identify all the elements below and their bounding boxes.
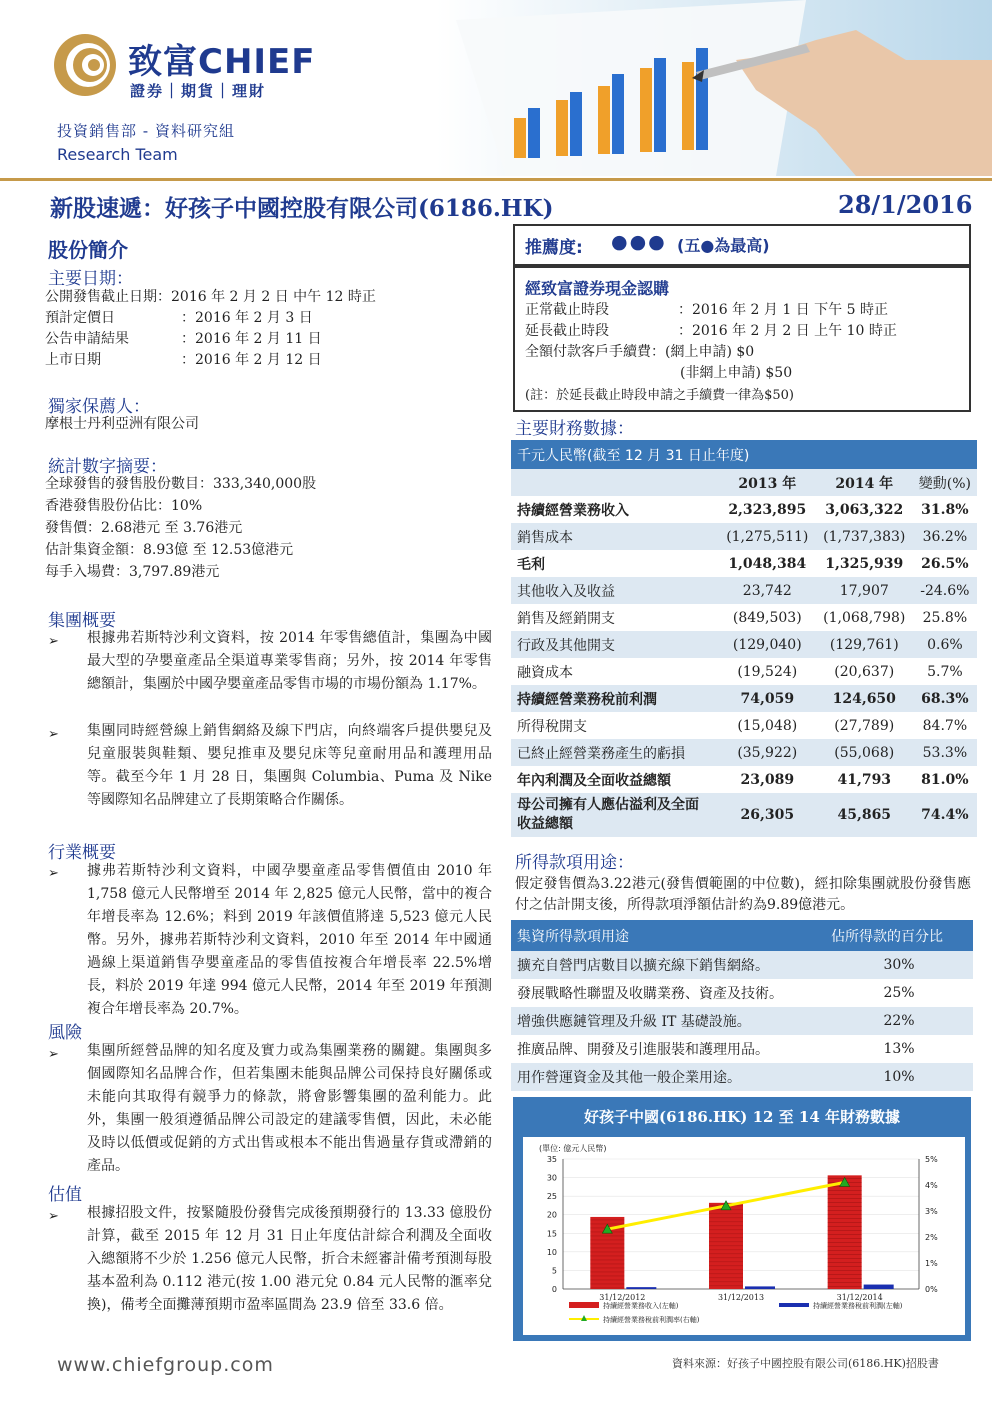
chart-y2-tick-label: 0%: [925, 1285, 938, 1294]
subscription-note: (註：於延長截止時段申請之手續費一律為$50): [525, 388, 794, 403]
chart-x-tick-label: 31/12/2013: [717, 1293, 765, 1302]
value-change: 25.8%: [913, 604, 977, 631]
row-label: 所得稅開支: [511, 712, 719, 739]
department-en: Research Team: [57, 145, 178, 164]
value-2014: (129,761): [816, 631, 913, 658]
value-2013: 1,048,384: [719, 550, 816, 577]
profile-heading: 股份簡介: [48, 238, 128, 262]
proceeds-header-row: [511, 920, 973, 951]
row-label: 持續經營業務稅前利潤: [511, 685, 719, 712]
table-row: [511, 979, 973, 1007]
date-value: ：2016 年 2 月 12 日: [181, 352, 322, 368]
risk-paragraph: 集團所經營品牌的知名度及實力或為集團業務的關鍵。集團與多個國際知名品牌合作，但若集團未能與品牌公司保持良好關係或未能向其取得有競爭力的條款，將會影響集團的盈利能力。此外，集團一般須遵循品牌公司設定的建議零售價，因此，未必能及時以低價或促銷的方式出售或根本不能出售過量存貨或滯銷的產品。: [87, 1043, 492, 1174]
value-2014: (1,737,383): [816, 523, 913, 550]
empty-cell: [511, 469, 719, 496]
subscription-value: (非網上申請) $50: [680, 365, 793, 381]
legend-label-margin: 持續經營業務稅前利潤率(右軸): [603, 1316, 700, 1324]
subscription-value: ：2016 年 2 月 2 日 上午 10 時正: [678, 323, 897, 339]
date-row: [45, 329, 322, 350]
row-label: 行政及其他開支: [511, 631, 719, 658]
value-2014: 1,325,939: [816, 550, 913, 577]
col-2013: 2013 年: [719, 469, 816, 496]
revenue-bar: [828, 1175, 862, 1289]
date-value: ：2016 年 2 月 3 日: [181, 310, 313, 326]
table-row: [511, 658, 977, 685]
value-2013: (849,503): [719, 604, 816, 631]
valuation-heading: 估值: [48, 1185, 82, 1205]
table-row: [511, 1007, 973, 1035]
profit-bar: [745, 1286, 775, 1289]
use-label: 推廣品牌、開發及引進服裝和護理用品。: [511, 1035, 825, 1063]
value-2013: (15,048): [719, 712, 816, 739]
department-cn: 投資銷售部 - 資料研究組: [57, 122, 235, 140]
sponsor-name: 摩根士丹利亞洲有限公司: [45, 416, 199, 432]
value-2013: (1,275,511): [719, 523, 816, 550]
bullet-arrow-icon: ➢: [48, 866, 59, 881]
stat-line: 香港發售股份佔比：10%: [45, 498, 203, 514]
subscription-label: 延長截止時段: [525, 323, 609, 339]
row-label: 持續經營業務收入: [511, 496, 719, 523]
chart-y2-tick-label: 3%: [925, 1207, 938, 1216]
proceeds-heading: 所得款項用途：: [515, 853, 634, 873]
group-overview-heading: 集團概要: [48, 611, 116, 631]
subscription-row: [525, 321, 897, 342]
chart-title: 好孩子中國(6186.HK) 12 至 14 年財務數據: [583, 1108, 900, 1126]
bullet-arrow-icon: ➢: [48, 634, 59, 649]
value-2014: 17,907: [816, 577, 913, 604]
value-2013: 23,089: [719, 766, 816, 793]
chart-y-tick-label: 20: [546, 1210, 557, 1220]
chart-y-tick-label: 10: [546, 1247, 557, 1257]
col-use: 集資所得款項用途: [511, 920, 825, 951]
chart-unit-label: (單位: 億元人民幣): [539, 1144, 607, 1153]
brand-name: 致富CHIEF: [128, 42, 316, 82]
group-overview-paragraph: 根據弗若斯特沙利文資料，按 2014 年零售總值計，集團為中國最大型的孕嬰童產品全渠道專業零售商；另外，按 2014 年零售總額計，集團於中國孕嬰童產品零售市場的市場份額為 1.17%。: [87, 630, 492, 692]
value-2013: 26,305: [719, 793, 816, 837]
subscription-value: ：(網上申請) $0: [651, 344, 755, 360]
value-change: 36.2%: [913, 523, 977, 550]
footer-source: 資料來源：好孩子中國控股有限公司(6186.HK)招股書: [672, 1357, 939, 1370]
stat-line: 估計集資金額：8.93億 至 12.53億港元: [45, 542, 294, 558]
table-row: [511, 739, 977, 766]
use-percentage: 22%: [825, 1007, 973, 1035]
sponsor-heading: 獨家保薦人：: [48, 397, 150, 417]
value-2014: 124,650: [816, 685, 913, 712]
value-change: -24.6%: [913, 577, 977, 604]
date-label: 上市日期: [45, 352, 101, 368]
date-label: 公告申請結果: [45, 331, 129, 347]
chart-y-tick-label: 25: [546, 1192, 557, 1202]
financials-year-row: [511, 469, 977, 496]
value-2014: (27,789): [816, 712, 913, 739]
value-2013: (129,040): [719, 631, 816, 658]
value-2014: (55,068): [816, 739, 913, 766]
date-row: [45, 287, 376, 308]
industry-overview-paragraph: 據弗若斯特沙利文資料，中國孕嬰童產品零售價值由 2010 年 1,758 億元人民幣增至 2014 年 2,825 億元人民幣，當中的複合年增長率為 12.6%；料到 2019 年該價值將達 5,523 億元人民幣。另外，據弗若斯特沙利文資料，2010 年至 2014 年中國通過線上渠道銷售孕嬰童產品的零售值按複合年增長率 22.5%增長，料於 2019 年達 994 億元人民幣，2014 年至 2019 年預測複合年增長率為 20.7%。: [87, 863, 492, 1017]
use-percentage: 10%: [825, 1063, 973, 1091]
risk-heading: 風險: [48, 1023, 82, 1043]
chief-logo-mark: [52, 32, 118, 98]
row-label: 年內利潤及全面收益總額: [511, 766, 719, 793]
value-2013: (35,922): [719, 739, 816, 766]
chart-y2-tick-label: 4%: [925, 1181, 938, 1190]
use-percentage: 25%: [825, 979, 973, 1007]
subscription-row: [525, 342, 754, 363]
rating-label: 推薦度:: [525, 238, 583, 258]
footer-website: www.chiefgroup.com: [57, 1354, 274, 1376]
use-label: 增強供應鏈管理及升級 IT 基礎設施。: [511, 1007, 825, 1035]
table-row: [511, 793, 977, 837]
value-change: 74.4%: [913, 793, 977, 837]
table-row: [511, 523, 977, 550]
chart-x-tick-label: 31/12/2012: [599, 1293, 646, 1302]
financials-unit-row: [511, 440, 977, 469]
subscription-box: [513, 266, 971, 412]
proceeds-table: [511, 920, 973, 1091]
legend-swatch-profit: [779, 1303, 809, 1307]
key-dates-heading: 主要日期：: [48, 269, 133, 289]
stats-heading: 統計數字摘要：: [48, 457, 167, 477]
date-value: ：2016 年 2 月 11 日: [181, 331, 322, 347]
hero-chart-image: [436, 0, 992, 176]
bullet-arrow-icon: ➢: [48, 1047, 59, 1062]
table-row: [511, 496, 977, 523]
subscription-heading: 經致富證券現金認購: [525, 279, 670, 298]
stat-line: 每手入場費：3,797.89港元: [45, 564, 220, 580]
rating-note: (五●為最高): [677, 236, 770, 255]
chart-y-tick-label: 15: [546, 1229, 557, 1239]
chart-y-tick-label: 35: [546, 1155, 557, 1164]
use-label: 發展戰略性聯盟及收購業務、資產及技術。: [511, 979, 825, 1007]
financials-heading: 主要財務數據：: [515, 419, 634, 439]
stat-line: 全球發售的發售股份數目：333,340,000股: [45, 476, 317, 492]
chart-y2-tick-label: 5%: [925, 1155, 938, 1164]
value-change: 68.3%: [913, 685, 977, 712]
table-row: [511, 1035, 973, 1063]
subscription-row: [680, 363, 792, 384]
row-label: 融資成本: [511, 658, 719, 685]
row-label: 其他收入及收益: [511, 577, 719, 604]
value-2014: 41,793: [816, 766, 913, 793]
use-label: 用作營運資金及其他一般企業用途。: [511, 1063, 825, 1091]
row-label: 銷售及經銷開支: [511, 604, 719, 631]
row-label: 毛利: [511, 550, 719, 577]
row-label: 母公司擁有人應佔溢利及全面收益總額: [511, 793, 719, 837]
legend-label-revenue: 持續經營業務收入(左軸): [603, 1302, 679, 1310]
legend-swatch-revenue: [569, 1302, 599, 1308]
table-row: [511, 577, 977, 604]
value-2014: 45,865: [816, 793, 913, 837]
group-overview-paragraph: 集團同時經營線上銷售網絡及線下門店，向終端客戶提供嬰兒及兒童服裝與鞋類、嬰兒推車及嬰兒床等兒童耐用品和護理用品等。截至今年 1 月 28 日，集團與 Columbia、Puma 及 Nike 等國際知名品牌建立了長期策略合作關係。: [87, 723, 492, 808]
date-value: 2016 年 2 月 2 日 中午 12 時正: [171, 289, 376, 305]
chart-x-tick-label: 31/12/2014: [836, 1293, 883, 1302]
value-2013: 2,323,895: [719, 496, 816, 523]
chart-y2-tick-label: 2%: [925, 1233, 938, 1242]
value-2014: (1,068,798): [816, 604, 913, 631]
value-2014: 3,063,322: [816, 496, 913, 523]
use-percentage: 30%: [825, 951, 973, 979]
date-label: 公開發售截止日期：: [45, 289, 171, 305]
proceeds-intro: 假定發售價為3.22港元(發售價範圍的中位數)，經扣除集團就股份發售應付之估計開支後，所得款項淨額估計約為9.89億港元。: [515, 876, 971, 913]
value-change: 0.6%: [913, 631, 977, 658]
col-2014: 2014 年: [816, 469, 913, 496]
value-change: 26.5%: [913, 550, 977, 577]
subscription-label: 正常截止時段: [525, 302, 609, 318]
use-percentage: 13%: [825, 1035, 973, 1063]
col-percentage: 佔所得款的百分比: [825, 920, 973, 951]
valuation-paragraph: 根據招股文件，按緊隨股份發售完成後預期發行的 13.33 億股份計算，截至 2015 年 12 月 31 日止年度估計綜合利潤及全面收入總額將不少於 1.256 億元人民幣，折合未經審計備考預測每股基本盈利為 0.112 港元(按 1.00 港元兌 0.84 元人民幣的滙率兌換)，備考全面攤薄預期市盈率區間為 23.9 倍至 33.6 倍。: [87, 1205, 492, 1313]
report-title: 新股速遞：好孩子中國控股有限公司(6186.HK): [50, 195, 554, 222]
value-2013: 23,742: [719, 577, 816, 604]
date-row: [45, 308, 313, 329]
profit-bar: [864, 1285, 894, 1289]
chart-y-tick-label: 0: [551, 1285, 557, 1294]
header-divider: [0, 178, 992, 181]
value-change: 53.3%: [913, 739, 977, 766]
bullet-arrow-icon: ➢: [48, 727, 59, 742]
chart-y-tick-label: 30: [546, 1173, 557, 1183]
financials-table: [511, 440, 977, 837]
subscription-value: ：2016 年 2 月 1 日 下午 5 時正: [678, 302, 888, 318]
bullet-arrow-icon: ➢: [48, 1209, 59, 1224]
rating-box: [513, 224, 971, 266]
table-row: [511, 1063, 973, 1091]
rating-dots: ●●●: [611, 231, 667, 253]
value-change: 84.7%: [913, 712, 977, 739]
date-label: 預計定價日: [45, 310, 115, 326]
legend-label-profit: 持續經營業務稅前利潤(左軸): [813, 1302, 903, 1310]
stat-line: 發售價：2.68港元 至 3.76港元: [45, 520, 243, 536]
value-2014: (20,637): [816, 658, 913, 685]
value-2013: (19,524): [719, 658, 816, 685]
value-change: 81.0%: [913, 766, 977, 793]
industry-overview-heading: 行業概要: [48, 843, 116, 863]
table-row: [511, 550, 977, 577]
subscription-label: 全額付款客戶手續費: [525, 344, 651, 360]
use-label: 擴充自營門店數目以擴充線下銷售網絡。: [511, 951, 825, 979]
chart-y2-tick-label: 1%: [925, 1259, 938, 1268]
date-row: [45, 350, 322, 371]
table-row: [511, 604, 977, 631]
col-change: 變動(%): [913, 469, 977, 496]
report-date: 28/1/2016: [838, 190, 973, 219]
value-change: 5.7%: [913, 658, 977, 685]
financial-chart: [523, 1137, 965, 1335]
row-label: 已終止經營業務產生的虧損: [511, 739, 719, 766]
brand-tagline: 證券｜期貨｜理財: [130, 82, 267, 100]
profit-bar: [626, 1287, 656, 1289]
table-row: [511, 951, 973, 979]
table-row: [511, 712, 977, 739]
chart-y-tick-label: 5: [551, 1266, 557, 1276]
value-change: 31.8%: [913, 496, 977, 523]
subscription-row: [525, 300, 888, 321]
table-row: [511, 631, 977, 658]
table-row: [511, 685, 977, 712]
row-label: 銷售成本: [511, 523, 719, 550]
table-row: [511, 766, 977, 793]
financials-unit-header: 千元人民幣(截至 12 月 31 日止年度): [511, 440, 977, 469]
value-2013: 74,059: [719, 685, 816, 712]
